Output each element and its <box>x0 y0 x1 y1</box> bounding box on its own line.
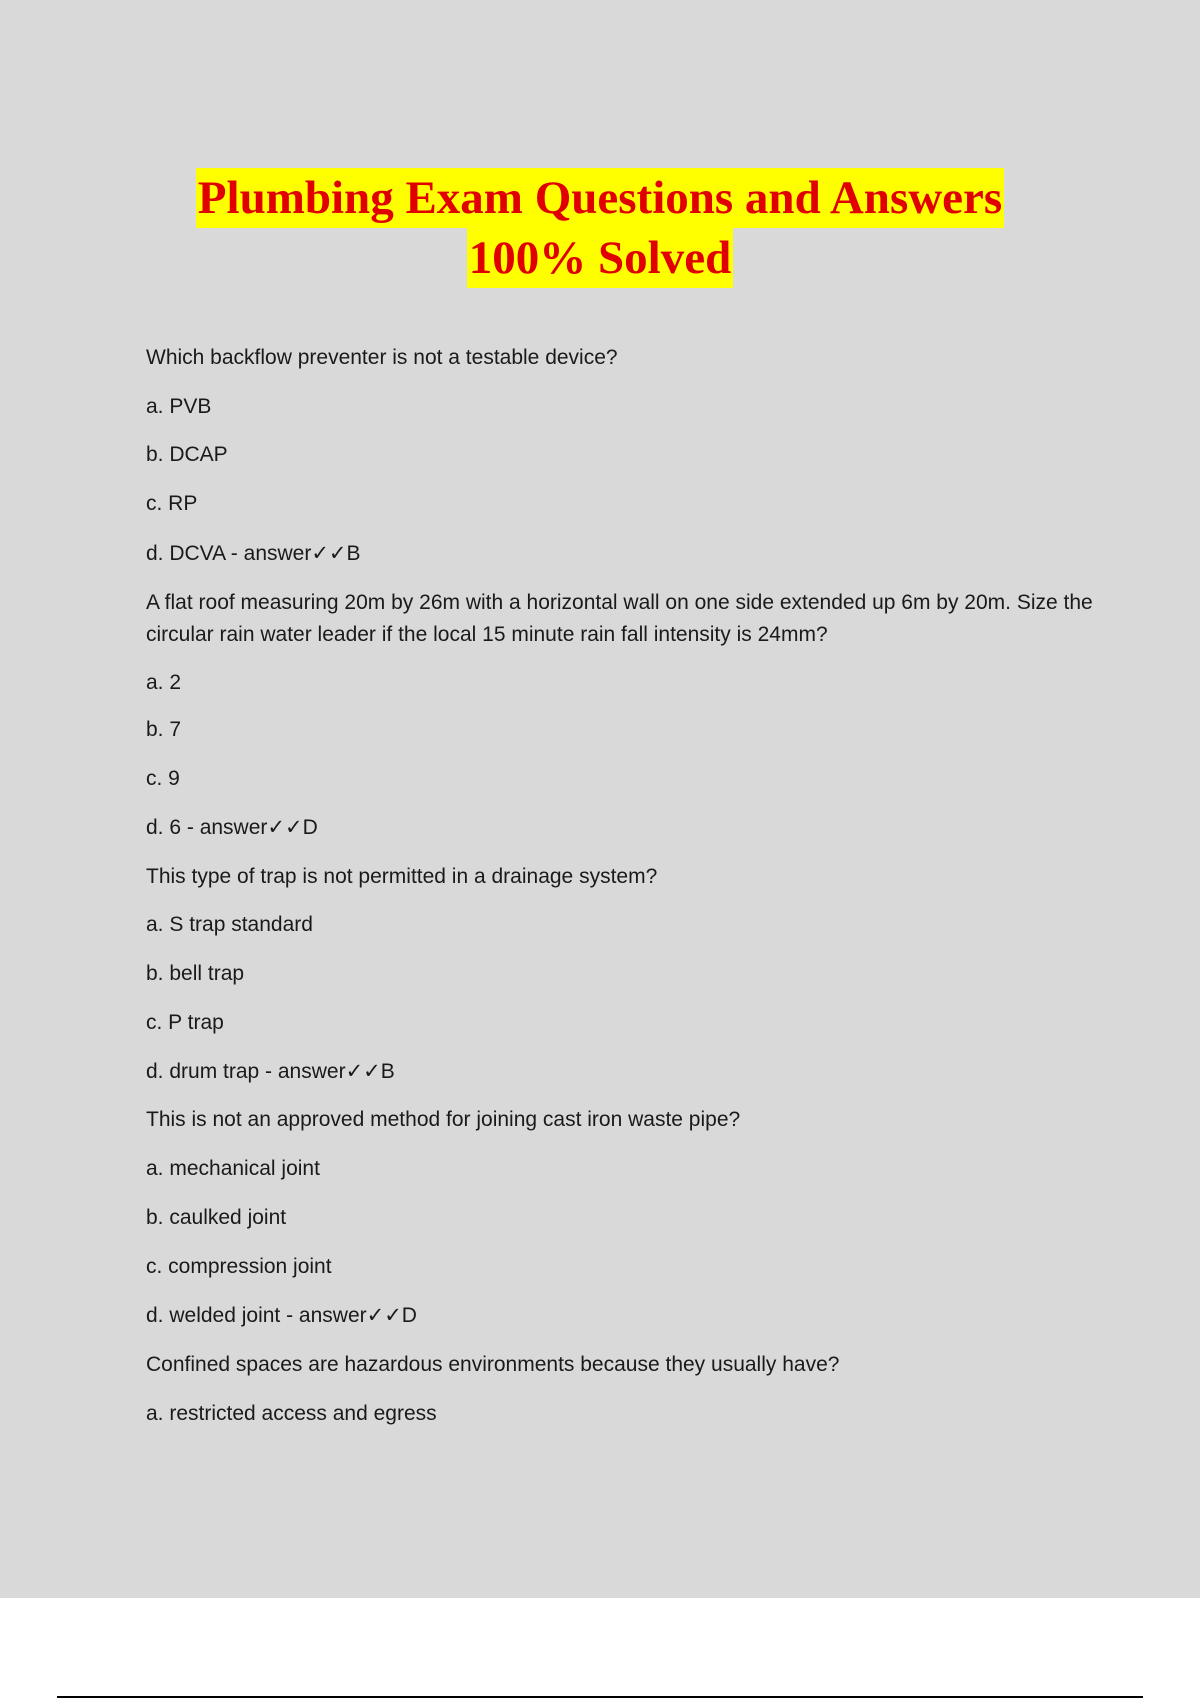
answer-option: b. bell trap <box>146 962 245 985</box>
answer-option-with-key: d. 6 - answer✓✓D <box>146 816 318 839</box>
question-text: Which backflow preventer is not a testable device? <box>146 346 618 369</box>
question-text: Confined spaces are hazardous environments because they usually have? <box>146 1353 840 1376</box>
answer-option: a. PVB <box>146 395 212 418</box>
answer-option: a. S trap standard <box>146 913 313 936</box>
footer-divider <box>57 1696 1143 1698</box>
document-title <box>0 168 1200 288</box>
question-text: This is not an approved method for joining cast iron waste pipe? <box>146 1108 741 1131</box>
answer-option: b. DCAP <box>146 443 228 466</box>
question-text: This type of trap is not permitted in a drainage system? <box>146 865 658 888</box>
answer-option-with-key: d. DCVA - answer✓✓B <box>146 542 361 565</box>
answer-option: b. caulked joint <box>146 1206 287 1229</box>
answer-option: c. P trap <box>146 1011 224 1034</box>
answer-option: c. compression joint <box>146 1255 332 1278</box>
answer-option: b. 7 <box>146 718 182 741</box>
answer-option: c. RP <box>146 492 198 515</box>
title-line-1: Plumbing Exam Questions and Answers <box>196 168 1004 228</box>
answer-option-with-key: d. drum trap - answer✓✓B <box>146 1060 395 1083</box>
title-line-2: 100% Solved <box>467 228 733 288</box>
answer-option: a. restricted access and egress <box>146 1402 437 1425</box>
answer-option: a. mechanical joint <box>146 1157 320 1180</box>
question-text: A flat roof measuring 20m by 26m with a horizontal wall on one side extended up 6m by 20m. Size the circular rain water leader if the local 15 minute rain fall intensity is 24mm? <box>146 591 1093 646</box>
answer-option: a. 2 <box>146 671 182 694</box>
answer-option: c. 9 <box>146 767 180 790</box>
answer-option-with-key: d. welded joint - answer✓✓D <box>146 1304 417 1327</box>
